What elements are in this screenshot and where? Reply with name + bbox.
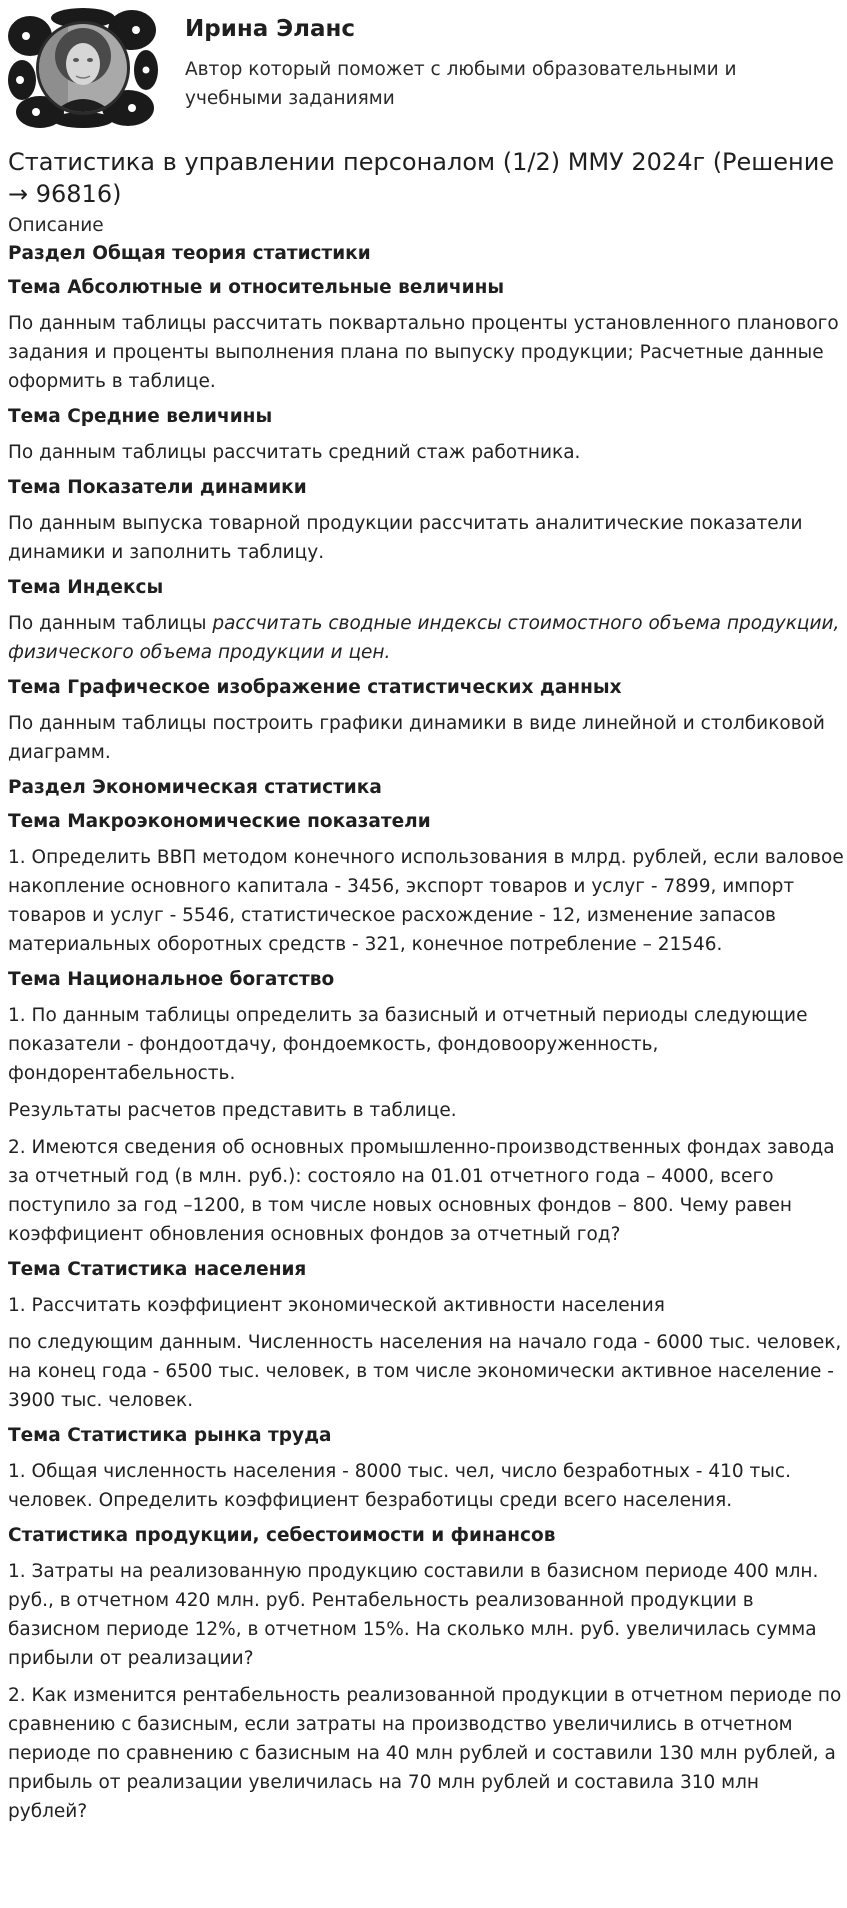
author-description: Автор который поможет с любыми образовательными и учебными заданиями: [185, 59, 737, 109]
topic-heading: Тема Статистика населения: [8, 1259, 307, 1280]
topic-heading: Тема Индексы: [8, 577, 164, 598]
task-paragraph: По данным выпуска товарной продукции рассчитать аналитические показатели динамики и заполнить таблицу.: [8, 513, 803, 563]
task-paragraph: По данным таблицы рассчитать поквартально проценты установленного планового задания и проценты выполнения плана по выпуску продукции; Расчетные данные оформить в таблице.: [8, 313, 839, 392]
author-avatar[interactable]: [8, 8, 158, 128]
task-paragraph: 2. Имеются сведения об основных промышленно-производственных фондах завода за отчетный год (в млн. руб.): состояло на 01.01 отчетного года – 4000, всего поступило за год –1200, в том числе новых основных фондов – 800. Чему равен коэффициент обновления основных фондов за отчетный год?: [8, 1137, 835, 1245]
topic-heading: Тема Абсолютные и относительные величины: [8, 277, 505, 298]
task-paragraph: 2. Как изменится рентабельность реализованной продукции в отчетном периоде по сравнению с базисным, если затраты на производство увеличились в отчетном периоде по сравнению с базисным на 40 млн рублей и составили 130 млн рублей, а прибыль от реализации увеличилась на 70 млн рублей и составила 310 млн рублей?: [8, 1685, 842, 1822]
topic-heading: Тема Средние величины: [8, 406, 273, 427]
task-paragraph: Результаты расчетов представить в таблице.: [8, 1100, 457, 1121]
author-name[interactable]: Ирина Эланс: [185, 16, 356, 42]
task-paragraph: [8, 609, 844, 667]
task-text-plain: По данным таблицы: [8, 613, 213, 634]
task-paragraph: 1. Рассчитать коэффициент экономической активности населения: [8, 1295, 665, 1316]
topic-heading: Тема Графическое изображение статистических данных: [8, 677, 622, 698]
work-title: Статистика в управлении персоналом (1/2) ММУ 2024г (Решение → 96816): [8, 148, 835, 208]
section-heading: Раздел Экономическая статистика: [8, 777, 382, 798]
task-paragraph: 1. Общая численность населения - 8000 тыс. чел, число безработных - 410 тыс. человек. Определить коэффициент безработицы среди всего населения.: [8, 1461, 791, 1511]
task-paragraph: По данным таблицы построить графики динамики в виде линейной и столбиковой диаграмм.: [8, 713, 825, 763]
topic-heading: Тема Статистика рынка труда: [8, 1425, 332, 1446]
topic-heading: Тема Макроэкономические показатели: [8, 811, 431, 832]
task-paragraph: 1. Определить ВВП методом конечного использования в млрд. рублей, если валовое накопление основного капитала - 3456, экспорт товаров и услуг - 7899, импорт товаров и услуг - 5546, статистическое расхождение - 12, изменение запасов материальных оборотных средств - 321, конечное потребление – 21546.: [8, 847, 844, 955]
topic-heading: Тема Национальное богатство: [8, 969, 335, 990]
description-label: Описание: [8, 215, 104, 236]
task-paragraph: по следующим данным. Численность населения на начало года - 6000 тыс. человек, на конец года - 6500 тыс. человек, в том числе экономически активное население - 3900 тыс. человек.: [8, 1332, 842, 1411]
task-paragraph: По данным таблицы рассчитать средний стаж работника.: [8, 442, 581, 463]
section-heading: Раздел Общая теория статистики: [8, 243, 371, 264]
topic-heading: Тема Показатели динамики: [8, 477, 307, 498]
author-card: [8, 8, 838, 130]
task-paragraph: 1. По данным таблицы определить за базисный и отчетный периоды следующие показатели - фондоотдачу, фондоемкость, фондовооруженность, фондорентабельность.: [8, 1005, 808, 1084]
task-paragraph: 1. Затраты на реализованную продукцию составили в базисном периоде 400 млн. руб., в отчетном 420 млн. руб. Рентабельность реализованной продукции в базисном периоде 12%, в отчетном 15%. На сколько млн. руб. увеличилась сумма прибыли от реализации?: [8, 1561, 819, 1669]
task-text-italic: рассчитать сводные индексы стоимостного объема продукции, физического объема продукции и цен.: [8, 613, 840, 663]
topic-heading: Статистика продукции, себестоимости и финансов: [8, 1525, 556, 1546]
work-content: [8, 146, 844, 1826]
